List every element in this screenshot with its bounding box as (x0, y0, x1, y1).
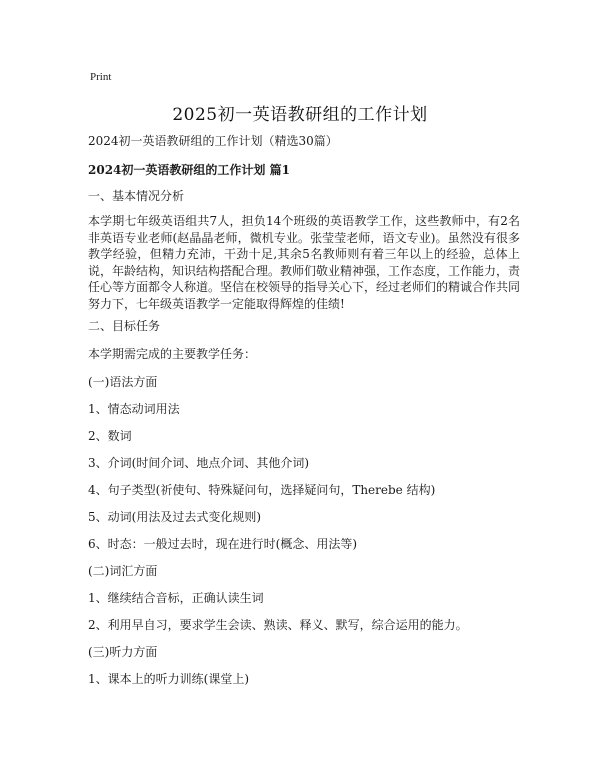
list-item: 6、时态：一般过去时，现在进行时(概念、用法等) (88, 537, 357, 551)
list-item: 1、继续结合音标，正确认读生词 (88, 591, 264, 605)
grammar-heading: (一)语法方面 (88, 375, 158, 389)
goal-intro: 本学期需完成的主要教学任务： (88, 347, 257, 361)
list-item: 1、课本上的听力训练(课堂上) (88, 672, 249, 686)
listening-heading: (三)听力方面 (88, 645, 158, 659)
section-heading: 2024初一英语教研组的工作计划 篇1 (88, 163, 290, 177)
page-title: 2025初一英语教研组的工作计划 (172, 105, 428, 125)
list-item: 3、介词(时间介词、地点介词、其他介词) (88, 456, 309, 470)
list-item: 2、利用早自习，要求学生会读、熟读、释义、默写，综合运用的能力。 (88, 618, 468, 632)
print-label[interactable]: Print (90, 71, 112, 83)
list-item: 5、动词(用法及过去式变化规则) (88, 510, 261, 524)
document-subtitle: 2024初一英语教研组的工作计划（精选30篇） (88, 134, 338, 148)
list-item: 2、数词 (88, 429, 132, 443)
list-item: 1、情态动词用法 (88, 402, 180, 416)
basic-heading: 一、基本情况分析 (88, 189, 185, 203)
basic-paragraph: 本学期七年级英语组共7人，担负14个班级的英语教学工作，这些教师中，有2名非英语专业老师(赵晶晶老师，微机专业。张莹莹老师，语文专业)。虽然没有很多教学经验，但精力充沛，干劲十足,其余5名教师则有着三年以上的经验，总体上说，年龄结构，知识结构搭配合理。教师们敬业精神强，工作态度，工作能力，责任心等方面都令人称道。坚信在校领导的指导关心下，经过老师们的精诚合作共同努力下，七年级英语教学一定能取得辉煌的佳绩! (88, 214, 521, 311)
goal-heading: 二、目标任务 (88, 319, 161, 333)
list-item: 4、句子类型(祈使句、特殊疑问句，选择疑问句，Therebe 结构) (88, 483, 436, 497)
vocab-heading: (二)词汇方面 (88, 564, 158, 578)
